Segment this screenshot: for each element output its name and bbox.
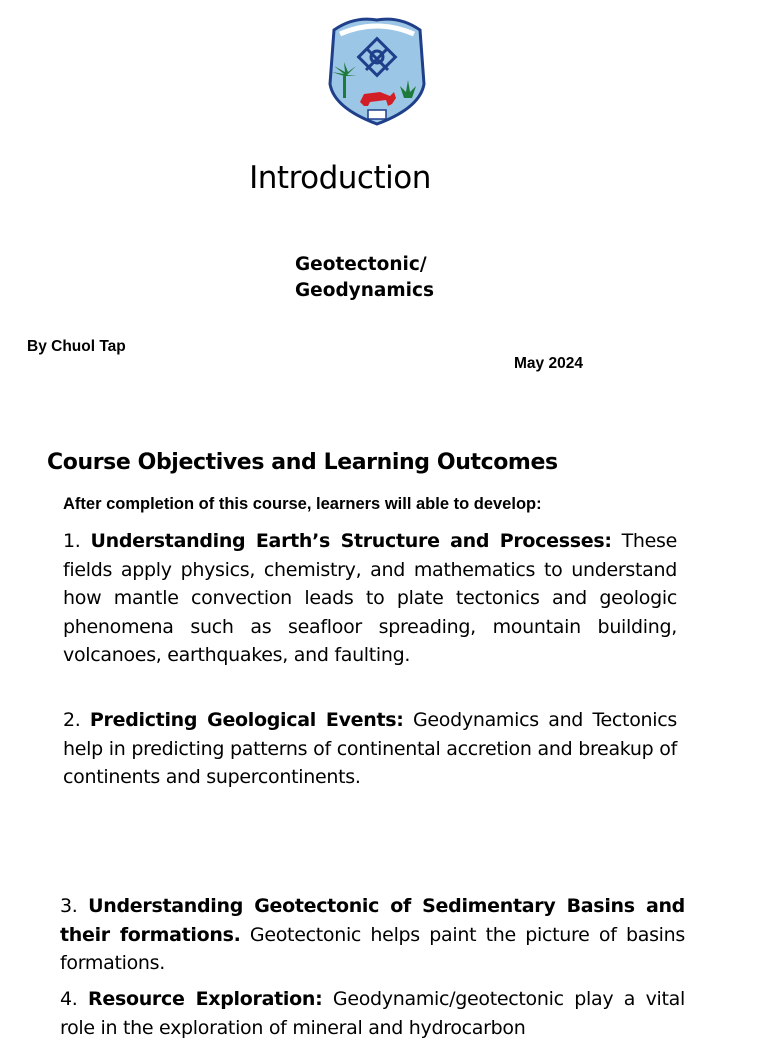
page-title: Introduction	[249, 160, 431, 196]
subtitle-line-1: Geotectonic/	[295, 254, 427, 275]
objective-number: 4.	[60, 988, 78, 1010]
objective-2	[63, 706, 677, 792]
objective-heading: Understanding Earth’s Structure and Processes:	[90, 530, 612, 552]
objective-4	[60, 985, 685, 1042]
section-heading: Course Objectives and Learning Outcomes	[47, 450, 558, 475]
date-line: May 2024	[514, 355, 583, 372]
objective-text: Geotectonic helps paint the picture of basins formations.	[60, 923, 685, 975]
objective-1	[63, 527, 677, 670]
subtitle-line-2: Geodynamics	[295, 280, 434, 301]
objective-number: 3.	[60, 895, 78, 917]
objective-heading: Predicting Geological Events:	[89, 709, 404, 731]
objective-3	[60, 892, 685, 978]
intro-line: After completion of this course, learners will able to develop:	[63, 495, 542, 513]
university-crest-icon	[320, 14, 434, 128]
objective-heading: Understanding Geotectonic of Sedimentary Basins and their formations.	[60, 895, 685, 946]
subtitle	[295, 252, 434, 304]
objective-text: These fields apply physics, chemistry, and mathematics to understand how mantle convection leads to plate tectonics and geologic phenomena such as seafloor spreading, mountain building, volcanoes, earthquakes, and faulting.	[63, 530, 677, 667]
objective-number: 1.	[63, 530, 81, 552]
objective-text: Geodynamics and Tectonics help in predicting patterns of continental accretion and breakup of continents and supercontinents.	[63, 709, 677, 789]
objective-heading: Resource Exploration:	[88, 988, 323, 1010]
objective-text: Geodynamic/geotectonic play a vital role in the exploration of mineral and hydrocarbon	[60, 988, 685, 1039]
objective-number: 2.	[63, 709, 81, 731]
author-line: By Chuol Tap	[27, 338, 126, 355]
